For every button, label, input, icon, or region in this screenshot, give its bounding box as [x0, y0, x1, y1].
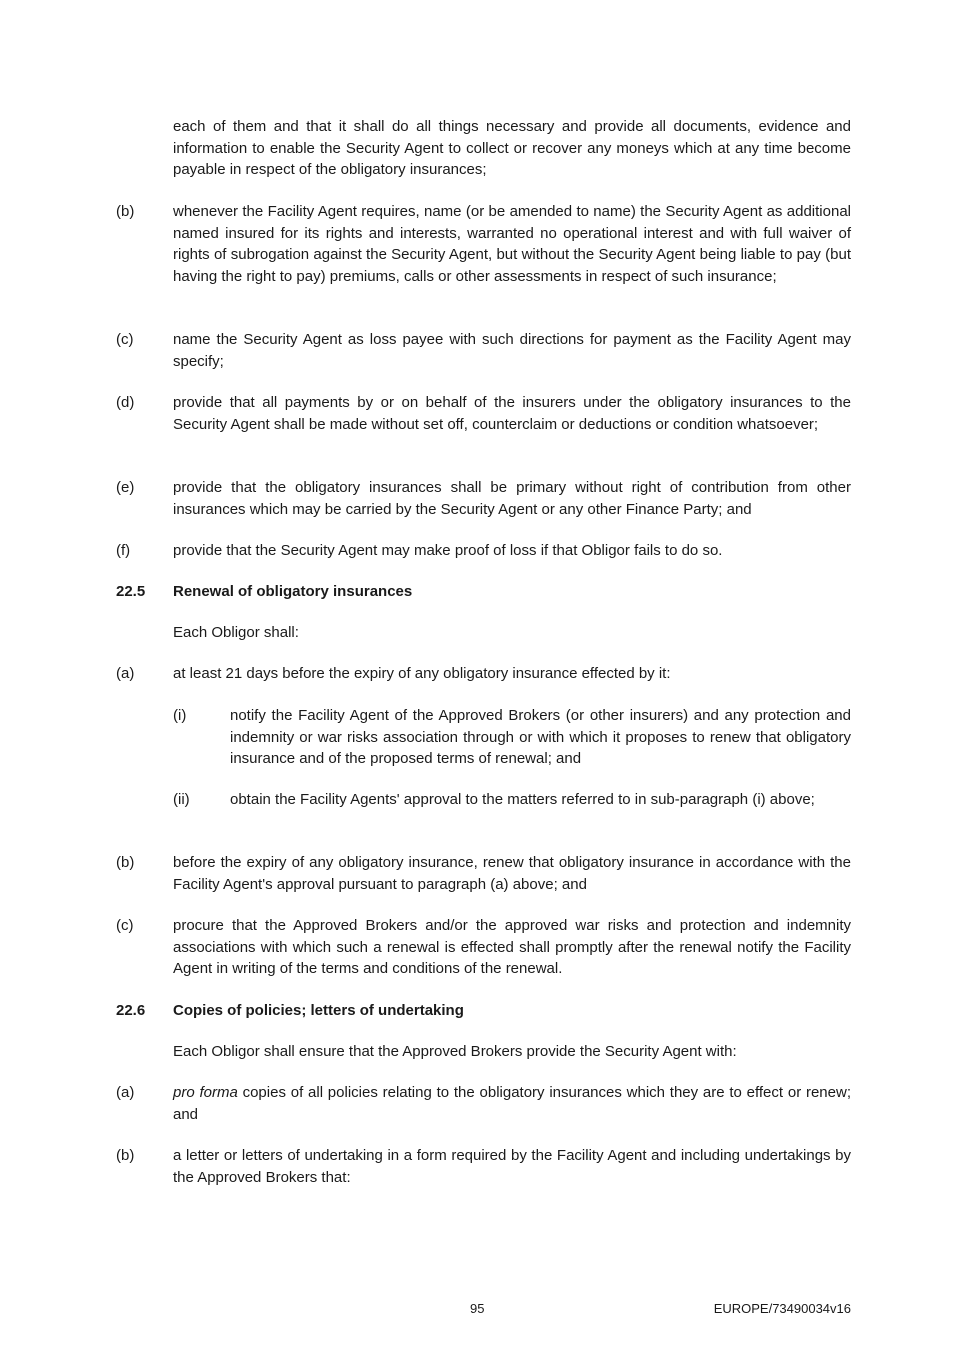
section-22-5-intro: Each Obligor shall: — [173, 624, 299, 641]
continuation-paragraph: each of them and that it shall do all things necessary and provide all documents, evidence and information to enable the Security Agent to collect or recover any moneys which at any time become payable in respect of the obligatory insurances; — [173, 118, 851, 179]
document-reference: EUROPE/73490034v16 — [713, 1301, 851, 1316]
page-number: 95 — [470, 1301, 485, 1316]
section-22-6-intro: Each Obligor shall ensure that the Approved Brokers provide the Security Agent with: — [173, 1043, 737, 1060]
document-page: each of them and that it shall do all things necessary and provide all documents, evidence and information to enable the Security Agent to collect or recover any moneys which at any time become payable in respect of the obligatory insurances; (b) whenever the Facility Agent requires, name (or be amended to name) the Security Agent as additional named insured for its rights and interests, warranted no operational interest and with full waiver of rights of subrogation against the Security Agent, but without the Security Agent being liable to pay (but having the right to pay) premiums, calls or other assessments in respect of such insurance; (c) name the Security Agent as loss payee with such directions for payment as the Facility Agent may specify; (d) provide that all payments by or on behalf of the insurers under the obligatory insurances to the Security Agent shall be made without set off, counterclaim or deductions or condition whatsoever; (e) provide that the obligatory insurances shall be primary without right of contribution from other insurances which may be carried by the Security Agent or any other Finance Party; and (f) provide that the Security Agent may make proof of loss if that Obligor fails to do so. 22.5 Renewal of obligatory insurances Each Obligor shall: (a) at least 21 days before the expiry of any obligatory insurance effected by it: (i) notify the Facility Agent of the Approved Brokers (or other insurers) and any protection and indemnity or war risks association through or with which it proposes to renew that obligatory insurance and of the proposed terms of renewal; and (ii) obtain the Facility Agents' approval to the matters referred to in sub-paragraph (i) above; (b) before the expiry of any obligatory insurance, renew that obligatory insurance in accordance with the Facility Agent's approval pursuant to paragraph (a) above; and (c) procure that the Approved Brokers and/or the approved war risks and protection and indemnity associations with which such a renewal is effected shall promptly after the renewal notify the Facility Agent in writing of the terms and conditions of the renewal. 22.6 Copies of policies; letters of undertaking Each Obligor shall ensure that the Approved Brokers provide the Security Agent with: (a) pro forma copies of all policies relating to the obligatory insurances which they are to effect or renew; and (b) a letter or letters of undertaking in a form required by the Facility Agent and including undertakings by the Approved Brokers that: 95 EUROPE/73490034v16 — [116, 118, 851, 1316]
copies-item-a-text: pro forma copies of all policies relating to the obligatory insurances which they are to effect or renew; and — [173, 1084, 851, 1123]
